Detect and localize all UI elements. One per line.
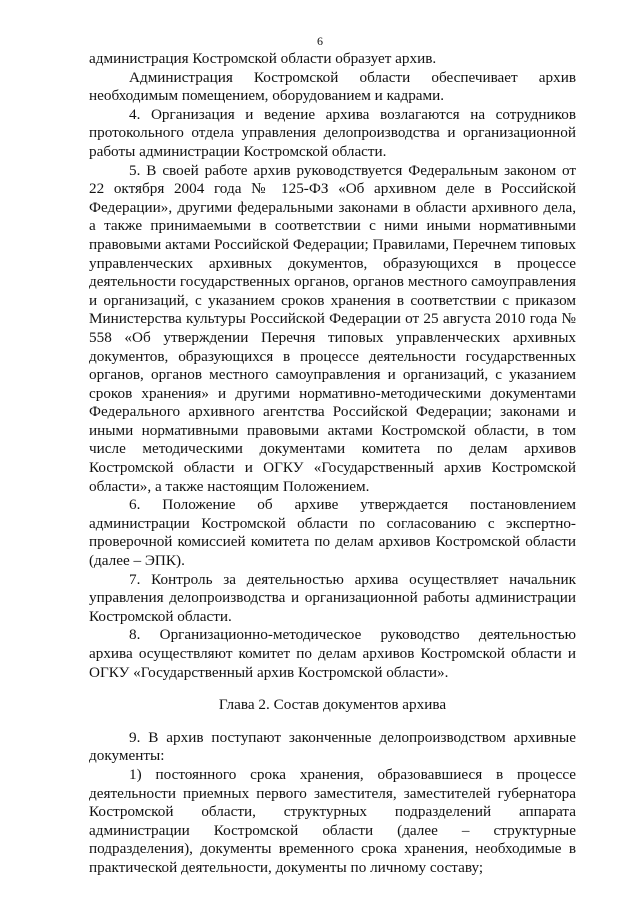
page-number: 6: [317, 34, 323, 48]
paragraph-item-4: 4. Организация и ведение архива возлагаются на сотрудников протокольного отдела управления делопроизводства и организационной работы администрации Костромской области.: [89, 105, 576, 160]
paragraph-subitem-1: 1) постоянного срока хранения, образовавшиеся в процессе деятельности приемных первого заместителя, заместителей губернатора Костромской области, структурных подразделений аппарата администрации Костромской области (далее – структурные подразделения), документы временного срока хранения, необходимые в практической деятельности, документы по личному составу;: [89, 765, 576, 876]
paragraph-archive-provision: Администрация Костромской области обеспечивает архив необходимым помещением, оборудованием и кадрами.: [89, 68, 576, 105]
document-body: [89, 50, 576, 878]
paragraph-item-9: 9. В архив поступают законченные делопроизводством архивные документы:: [89, 728, 576, 765]
paragraph-continuation: администрация Костромской области образует архив.: [89, 50, 437, 67]
paragraph-item-8: 8. Организационно-методическое руководство деятельностью архива осуществляют комитет по делам архивов Костромской области и ОГКУ «Государственный архив Костромской области».: [89, 626, 576, 681]
chapter-heading: Глава 2. Состав документов архива: [218, 696, 447, 714]
paragraph-item-5: 5. В своей работе архив руководствуется Федеральным законом от 22 октября 2004 года № 125-ФЗ «Об архивном деле в Российской Федерации», другими федеральными законами в области архивного дела, а также принимаемыми в соответствии с ними иными нормативными правовыми актами Российской Федерации; Правилами, Перечнем типовых управленческих архивных документов, образующихся в процессе деятельности государственных органов, органов местного самоуправления и организаций, с указанием сроков хранения в соответствии с приказом Министерства культуры Российской Федерации от 25 августа 2010 года № 558 «Об утверждении Перечня типовых управленческих архивных документов, образующихся в процессе деятельности государственных органов, органов местного самоуправления и организаций, с указанием сроков хранения» и другими нормативно-методическими документами Федерального архивного агентства Российской Федерации; законами и иными нормативными правовыми актами Костромской области, в том числе методическими документами комитета по делам архивов Костромской области и ОГКУ «Государственный архив Костромской области», а также настоящим Положением.: [89, 161, 576, 495]
paragraph-item-7: 7. Контроль за деятельностью архива осуществляет начальник управления делопроизводства и организационной работы администрации Костромской области.: [89, 570, 576, 625]
paragraph-item-6: 6. Положение об архиве утверждается постановлением администрации Костромской области по согласованию с экспертно-проверочной комиссией комитета по делам архивов Костромской области (далее – ЭПК).: [89, 496, 576, 570]
